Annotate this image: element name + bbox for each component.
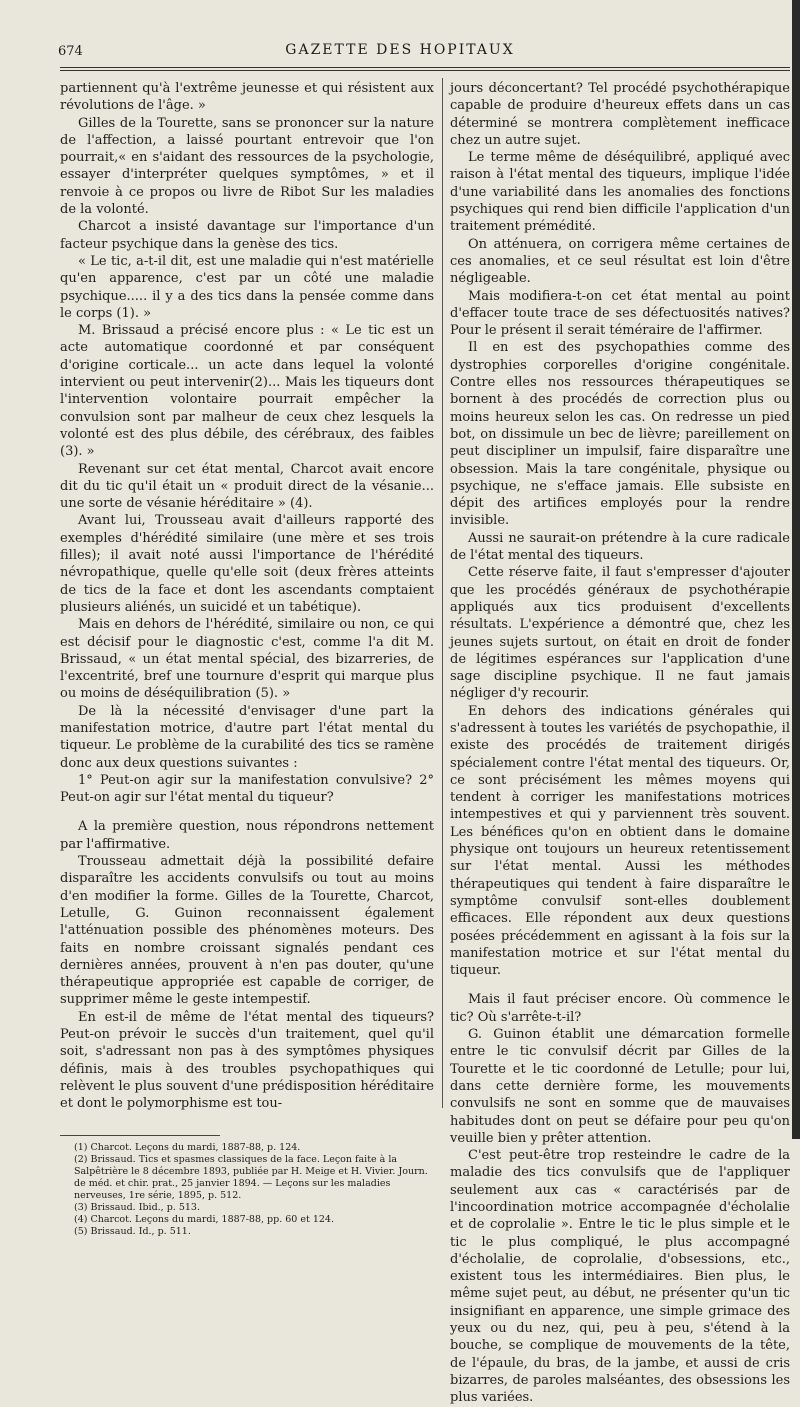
paragraph: C'est peut-être trop resteindre le cadre de la maladie des tics convulsifs que de l'appliquer seulement aux cas « caractérisés par de l'incoordination motrice accompagnée d'écholalie et de coprolalie ». Entre le tic le plus simple et le tic le plus compliqué, le plus accompagné d'écholalie, de coprolalie, d'obsessions, etc., existent tous les intermédiaires. Bien plus, le même sujet peut, au début, ne présenter qu'un tic insignifiant en apparence, une simple grimace des yeux ou du nez, qui, peu à peu, s'étend à la bouche, se complique de mouvements de la tête, de l'épaule, du bras, de la jambe, et aussi de cris bizarres, de paroles malséantes, des obsessions les plus variées. <box>450 1148 790 1406</box>
paragraph: Charcot a insisté davantage sur l'importance d'un facteur psychique dans la genèse des tics. <box>60 219 434 252</box>
footnote: (2) Brissaud. Tics et spasmes classiques de la face. Leçon faite à la Salpêtrière le 8 décembre 1893, publiée par H. Meige et H. Vivier. Journ. de méd. et chir. prat., 25 janvier 1894. — Leçons sur les maladies nerveuses, 1re série, 1895, p. 512. <box>74 1153 428 1201</box>
header-rule-double <box>60 70 790 71</box>
paragraph: Trousseau admettait déjà la possibilité defaire disparaître les accidents convulsifs ou tout au moins d'en modifier la forme. Gilles de la Tourette, Charcot, Letulle, G. Guinon reconnaissent également l'atténuation possible des phénomènes moteurs. Des faits en nombre croissant signalés pendant ces dernières années, prouvent à n'en pas douter, qu'une thérapeutique appropriée est capable de corriger, de supprimer même le geste intempestif. <box>60 854 434 1008</box>
left-column <box>60 80 434 1238</box>
page-edge-shadow <box>792 0 800 1139</box>
footnote-rule <box>60 1135 220 1142</box>
paragraph: Cette réserve faite, il faut s'empresser d'ajouter que les procédés généraux de psychothérapie appliqués aux tics produisent d'excellents résultats. L'expérience a démontré que, chez les jeunes sujets surtout, on était en droit de fonder de légitimes espérances sur l'application d'une sage discipline psychique. Il ne faut jamais négliger d'y recourir. <box>450 565 790 702</box>
paragraph: jours déconcertant? Tel procédé psychothérapique capable de produire d'heureux effets dans un cas déterminé se montrera complètement inefficace chez un autre sujet. <box>450 81 790 148</box>
paragraph: En est-il de même de l'état mental des tiqueurs? Peut-on prévoir le succès d'un traitement, quel qu'il soit, s'adressant non pas à des symptômes physiques définis, mais à des troubles psychopathiques qui relèvent le plus souvent d'une prédisposition héréditaire et dont le polymorphisme est tou- <box>60 1009 434 1112</box>
paragraph: A la première question, nous répondrons nettement par l'affirmative. <box>60 819 434 852</box>
right-column <box>450 80 790 1407</box>
paragraph: Avant lui, Trousseau avait d'ailleurs rapporté des exemples d'hérédité similaire (une mère et ses trois filles); il avait noté aussi l'importance de l'hérédité névropathique, quelle qu'elle soit (deux frères atteints de tics de la face et dont les ascendants comptaient plusieurs aliénés, un suicidé et un tabétique). <box>60 513 434 615</box>
paragraph: 1° Peut-on agir sur la manifestation convulsive? 2° Peut-on agir sur l'état mental du tiqueur? <box>60 772 434 806</box>
paragraph: Revenant sur cet état mental, Charcot avait encore dit du tic qu'il était un « produit direct de la vésanie... une sorte de vésanie héréditaire » (4). <box>60 461 434 512</box>
paragraph: Mais modifiera-t-on cet état mental au point d'effacer toute trace de ses défectuosités natives? Pour le présent il serait téméraire de l'affirmer. <box>450 288 790 339</box>
footnote: (1) Charcot. Leçons du mardi, 1887-88, p. 124. <box>74 1141 301 1153</box>
page-header-title: GAZETTE DES HOPITAUX <box>285 42 515 58</box>
paragraph: Mais il faut préciser encore. Où commence le tic? Où s'arrête-t-il? <box>450 992 790 1025</box>
paragraph: Mais en dehors de l'hérédité, similaire ou non, ce qui est décisif pour le diagnostic c'est, comme l'a dit M. Brissaud, « un état mental spécial, des bizarreries, de l'excentrité, bref une tournure d'esprit qui marque plus ou moins de déséquilibration (5). » <box>60 617 434 702</box>
paragraph: partiennent qu'à l'extrême jeunesse et qui résistent aux révolutions de l'âge. » <box>60 81 434 114</box>
paragraph: Aussi ne saurait-on prétendre à la cure radicale de l'état mental des tiqueurs. <box>450 530 790 564</box>
paragraph: Gilles de la Tourette, sans se prononcer sur la nature de l'affection, a laissé pourtant entrevoir que l'on pourrait,« en s'aidant des ressources de la psychologie, essayer d'interpréter quelques symptômes, » et il renvoie à ce propos ou livre de Ribot Sur les maladies de la volonté. <box>60 115 434 218</box>
paragraph: Il en est des psychopathies comme des dystrophies corporelles d'origine congénitale. Contre elles nos ressources thérapeutiques se bornent à des procédés de correction plus ou moins heureux selon les cas. On redresse un pied bot, on dissimule un bec de lièvre; pareillement on peut discipliner un impulsif, faire disparaître une obsession. Mais la tare congénitale, physique ou psychique, ne s'efface jamais. Elle subsiste en dépit des artifices employés pour la rendre invisible. <box>450 340 790 529</box>
header-rule <box>60 67 790 68</box>
footnote: (3) Brissaud. Ibid., p. 513. <box>74 1201 200 1213</box>
paragraph: En dehors des indications générales qui s'adressent à toutes les variétés de psychopathie, il existe des procédés de traitement dirigés spécialement contre l'état mental des tiqueurs. Or, ce sont précisément les mêmes moyens qui tendent à corriger les manifestations motrices intempestives et qui y parviennent très souvent. Les bénéfices qu'on en obtient dans le domaine physique ont toujours un heureux retentissement sur l'état mental. Aussi les méthodes thérapeutiques qui tendent à faire disparaître le symptôme convulsif sont-elles doublement efficaces. Elle répondent aux deux questions posées précédemment en agissant à la fois sur la manifestation motrice et sur l'état mental du tiqueur. <box>450 703 790 979</box>
paragraph: « Le tic, a-t-il dit, est une maladie qui n'est matérielle qu'en apparence, c'est par un côté une maladie psychique..... il y a des tics dans la pensée comme dans le corps (1). » <box>60 253 434 321</box>
paragraph: De là la nécessité d'envisager d'une part la manifestation motrice, d'autre part l'état mental du tiqueur. Le problème de la curabilité des tics se ramène donc aux deux questions suivantes : <box>60 703 434 771</box>
paragraph: G. Guinon établit une démarcation formelle entre le tic convulsif décrit par Gilles de la Tourette et le tic coordonné de Letulle; pour lui, dans cette dernière forme, les mouvements convulsifs ne sont en somme que de mauvaises habitudes dont on peut se défaire pour peu qu'on veuille bien y prêter attention. <box>450 1027 790 1146</box>
paragraph: Le terme même de déséquilibré, appliqué avec raison à l'état mental des tiqueurs, implique l'idée d'une variabilité dans les anomalies des fonctions psychiques qui rend bien difficile l'application d'un traitement prémédité. <box>450 150 790 235</box>
page-number: 674 <box>58 44 83 59</box>
footnote: (4) Charcot. Leçons du mardi, 1887-88, pp. 60 et 124. <box>74 1213 334 1225</box>
paragraph: M. Brissaud a précisé encore plus : « Le tic est un acte automatique coordonné et par conséquent d'origine corticale... un acte dans lequel la volonté intervient ou peut intervenir(2)... Mais les tiqueurs dont l'intervention volontaire pourrait empêcher la convulsion sont par malheur de ceux chez lesquels la volonté est des plus débile, des cérébraux, des faibles (3). » <box>60 323 434 460</box>
paragraph: On atténuera, on corrigera même certaines de ces anomalies, et ce seul résultat est loin d'être négligeable. <box>450 236 790 287</box>
footnotes <box>60 1135 434 1238</box>
column-divider <box>442 78 443 1108</box>
footnote: (5) Brissaud. Id., p. 511. <box>74 1225 191 1237</box>
